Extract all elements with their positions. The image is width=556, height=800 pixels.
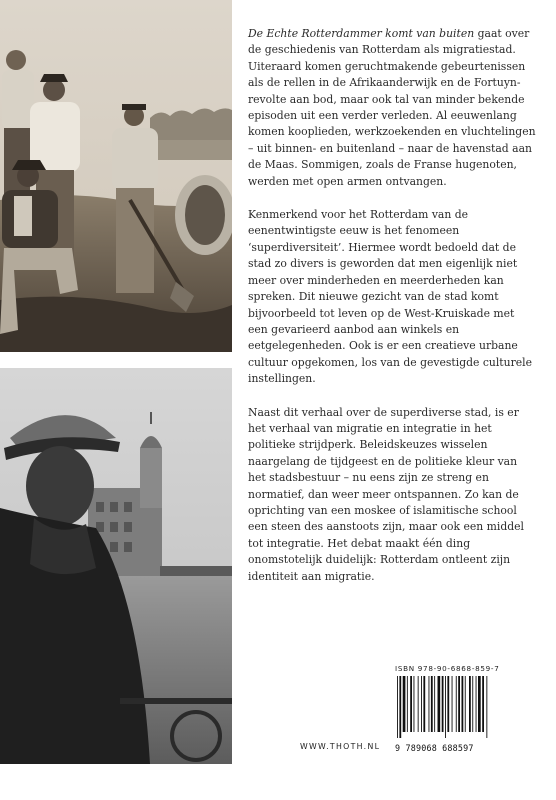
barcode-bar xyxy=(472,676,473,732)
barcode-bar xyxy=(452,676,453,732)
barcode-bar xyxy=(456,676,457,732)
barcode-bar xyxy=(434,676,435,732)
barcode-bar xyxy=(486,676,487,738)
harbour-man-photo xyxy=(0,368,232,764)
blurb-paragraph-3: Naast dit verhaal over de superdiverse stad, is er het verhaal van migratie en integratie in het politieke strijdperk. Beleidskeuzes wisselen naargelang de tijdgeest en de politieke kleur van het stadsbestuur – nu eens zijn ze streng en normatief, dan weer meer ontspannen. Zo kan de oprichting van een moskee of islamitische school een steen des aanstoots zijn, maar ook een middel tot integratie. Het debat maakt één ding onomstotelijk duidelijk: Rotterdam ontleent zijn identiteit aan migratie. xyxy=(248,405,525,583)
workers-photo xyxy=(0,0,232,352)
barcode-bars xyxy=(395,676,527,738)
barcode-bar xyxy=(445,676,446,738)
blurb-paragraph-1 xyxy=(248,26,536,190)
blurb-paragraph-1-rest: gaat over de geschiedenis van Rotterdam als migratiestad. Uiteraard komen geruchtmakende gebeurtenissen als de rellen in de Afrikaanderwijk en de Fortuyn-revolte aan bod, maar ook tal van minder bekende episoden uit een verder verleden. Al eeuwenlang komen kooplieden, werkzoekenden en vluchtelingen – uit binnen- en buitenland – naar de havenstad aan de Maas. Sommigen, zoals de Franse hugenoten, werden met open armen ontvangen. xyxy=(248,27,536,188)
barcode-bar xyxy=(447,676,449,732)
blurb-text xyxy=(248,26,536,602)
barcode-bar xyxy=(438,676,441,732)
barcode-bar xyxy=(418,676,419,732)
barcode-bar xyxy=(423,676,425,732)
barcode-bar xyxy=(414,676,415,732)
isbn-label: ISBN 978-90-6868-859-7 xyxy=(395,664,500,673)
barcode-bar xyxy=(431,676,433,732)
publisher-website: WWW.THOTH.NL xyxy=(300,742,381,751)
barcode-digits: 9 789068 688597 xyxy=(395,743,474,753)
barcode-bar xyxy=(399,676,401,738)
isbn-barcode xyxy=(395,664,527,753)
barcode-bar xyxy=(482,676,484,732)
barcode-bar xyxy=(429,676,430,732)
barcode-bar xyxy=(421,676,422,732)
barcode-bar xyxy=(407,676,408,732)
blurb-paragraph-2: Kenmerkend voor het Rotterdam van de eenentwintigste eeuw is het fenomeen ‘superdiversiteit’. Hiermee wordt bedoeld dat de stad zo divers is geworden dat men eigenlijk niet meer over minderheden en meerderheden kan spreken. Dit nieuwe gezicht van de stad komt bijvoorbeeld tot leven op de West-Kruiskade met een gevarieerd aanbod aan winkels en eetgelegenheden. Ook is er een creatieve urbane cultuur opgekomen, los van de gevestigde culturele instellingen. xyxy=(248,208,532,386)
book-title-inline: De Echte Rotterdammer komt van buiten xyxy=(248,27,475,40)
barcode-bar xyxy=(465,676,466,732)
barcode-bar xyxy=(478,676,481,732)
barcode-bar xyxy=(442,676,444,732)
barcode-bar xyxy=(476,676,477,732)
barcode-bar xyxy=(403,676,406,732)
barcode-bar xyxy=(458,676,460,732)
barcode-bar xyxy=(410,676,412,732)
barcode-bar xyxy=(469,676,471,732)
barcode-bar xyxy=(397,676,398,738)
barcode-bar xyxy=(462,676,464,732)
